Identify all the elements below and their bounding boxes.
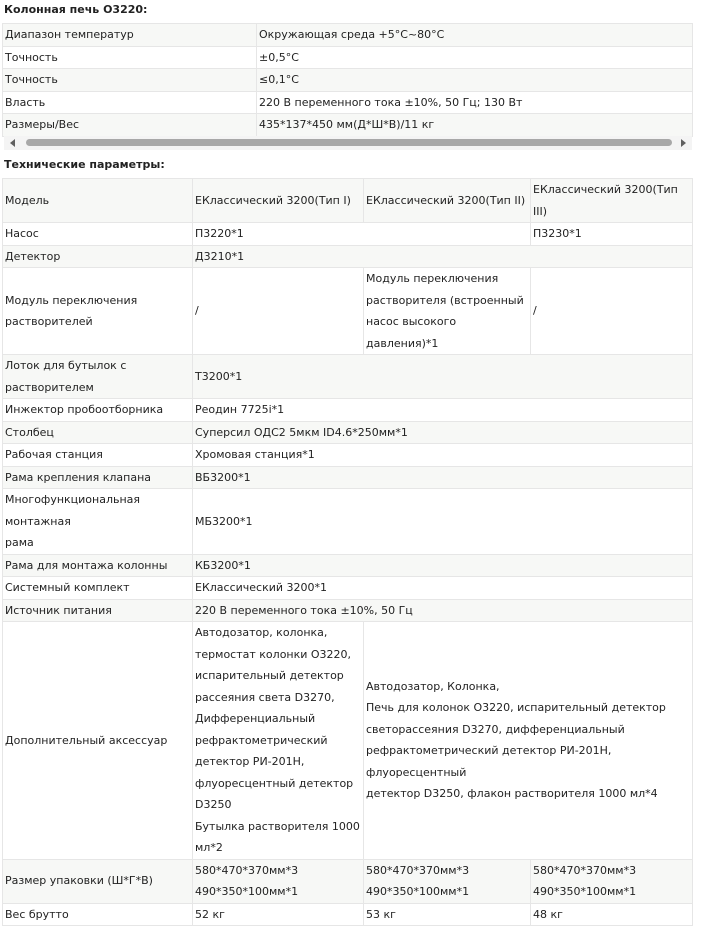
cell-column: Суперсил ОДС2 5мкм ID4.6*250мм*1 (193, 421, 693, 444)
row-label: Инжектор пробоотборника (3, 399, 193, 422)
cell-solvent-switch-2: Модуль переключения растворителя (встроенный насос высокого давления)*1 (364, 268, 531, 355)
row-label: Вес брутто (3, 903, 193, 926)
cell-solvent-switch-3: / (531, 268, 693, 355)
oven-section-title: Колонная печь O3220: (4, 3, 148, 16)
table-row (3, 355, 693, 399)
table-row (3, 622, 693, 860)
row-label: Лоток для бутылок с растворителем (3, 355, 193, 399)
cell-package-2: 580*470*370мм*3 490*350*100мм*1 (364, 859, 531, 903)
cell-type-1: EКлассический 3200(Тип I) (193, 179, 364, 223)
cell-solvent-switch-1: / (193, 268, 364, 355)
row-label: Детектор (3, 245, 193, 268)
row-label: Точность (3, 46, 257, 69)
row-value: 435*137*450 мм(Д*Ш*В)/11 кг (257, 114, 693, 137)
cell-gross-3: 48 кг (531, 903, 693, 926)
table-row (3, 554, 693, 577)
cell-type-3: EКлассический 3200(Тип III) (531, 179, 693, 223)
table-row (3, 179, 693, 223)
table-row (3, 399, 693, 422)
row-label: Размер упаковки (Ш*Г*В) (3, 859, 193, 903)
row-label: Модуль переключения растворителей (3, 268, 193, 355)
cell-column-frame: КБ3200*1 (193, 554, 693, 577)
row-value: ±0,5°C (257, 46, 693, 69)
table-row (3, 268, 693, 355)
row-label: Власть (3, 91, 257, 114)
row-label: Дополнительный аксессуар (3, 622, 193, 860)
row-value: ≤0,1°C (257, 69, 693, 92)
cell-gross-1: 52 кг (193, 903, 364, 926)
cell-package-3: 580*470*370мм*3 490*350*100мм*1 (531, 859, 693, 903)
table-row (3, 421, 693, 444)
row-label: Системный комплект (3, 577, 193, 600)
cell-pump-3: П3230*1 (531, 223, 693, 246)
row-label: Столбец (3, 421, 193, 444)
table-row (3, 91, 693, 114)
cell-package-1: 580*470*370мм*3 490*350*100мм*1 (193, 859, 364, 903)
horizontal-scrollbar[interactable] (4, 136, 692, 150)
table-row (3, 24, 693, 47)
row-label: Точность (3, 69, 257, 92)
tech-params-title: Технические параметры: (4, 158, 165, 171)
table-row (3, 489, 693, 555)
cell-accessory-1: Автодозатор, колонка, термостат колонки O3220, испарительный детектор рассеяния света D3270, Дифференциальный рефрактометрический детектор РИ-201Н, флуоресцентный детектор D3250 Бутылка растворителя 1000 мл*2 (193, 622, 364, 860)
row-label: Многофункциональная монтажная рама (3, 489, 193, 555)
row-value: 220 В переменного тока ±10%, 50 Гц; 130 Вт (257, 91, 693, 114)
row-label: Источник питания (3, 599, 193, 622)
table-row (3, 114, 693, 137)
cell-accessory-2-3: Автодозатор, Колонка, Печь для колонок O3220, испарительный детектор светорассеяния D3270, дифференциальный рефрактометрический детектор РИ-201Н, флуоресцентный детектор D3250, флакон растворителя 1000 мл*4 (364, 622, 693, 860)
oven-spec-table (2, 23, 693, 137)
cell-detector: Д3210*1 (193, 245, 693, 268)
row-label: Диапазон температур (3, 24, 257, 47)
cell-multi-frame: МБ3200*1 (193, 489, 693, 555)
cell-type-2: EКлассический 3200(Тип II) (364, 179, 531, 223)
scroll-thumb[interactable] (26, 139, 672, 146)
row-value: Окружающая среда +5°C~80°C (257, 24, 693, 47)
cell-power: 220 В переменного тока ±10%, 50 Гц (193, 599, 693, 622)
cell-gross-2: 53 кг (364, 903, 531, 926)
table-row (3, 46, 693, 69)
table-row (3, 466, 693, 489)
row-label: Размеры/Вес (3, 114, 257, 137)
scroll-right-arrow-icon[interactable] (681, 139, 686, 147)
scroll-left-arrow-icon[interactable] (10, 139, 15, 147)
row-label: Рама крепления клапана (3, 466, 193, 489)
table-row (3, 577, 693, 600)
tech-params-table (2, 178, 693, 926)
table-row (3, 69, 693, 92)
cell-system-kit: EКлассический 3200*1 (193, 577, 693, 600)
row-label: Насос (3, 223, 193, 246)
table-row (3, 444, 693, 467)
row-label: Модель (3, 179, 193, 223)
table-row (3, 245, 693, 268)
table-row (3, 223, 693, 246)
cell-valve-frame: ВБ3200*1 (193, 466, 693, 489)
cell-workstation: Хромовая станция*1 (193, 444, 693, 467)
table-row (3, 903, 693, 926)
cell-pump-1-2: П3220*1 (193, 223, 531, 246)
row-label: Рабочая станция (3, 444, 193, 467)
cell-injector: Реодин 7725i*1 (193, 399, 693, 422)
table-row (3, 599, 693, 622)
row-label: Рама для монтажа колонны (3, 554, 193, 577)
cell-bottle-tray: T3200*1 (193, 355, 693, 399)
table-row (3, 859, 693, 903)
